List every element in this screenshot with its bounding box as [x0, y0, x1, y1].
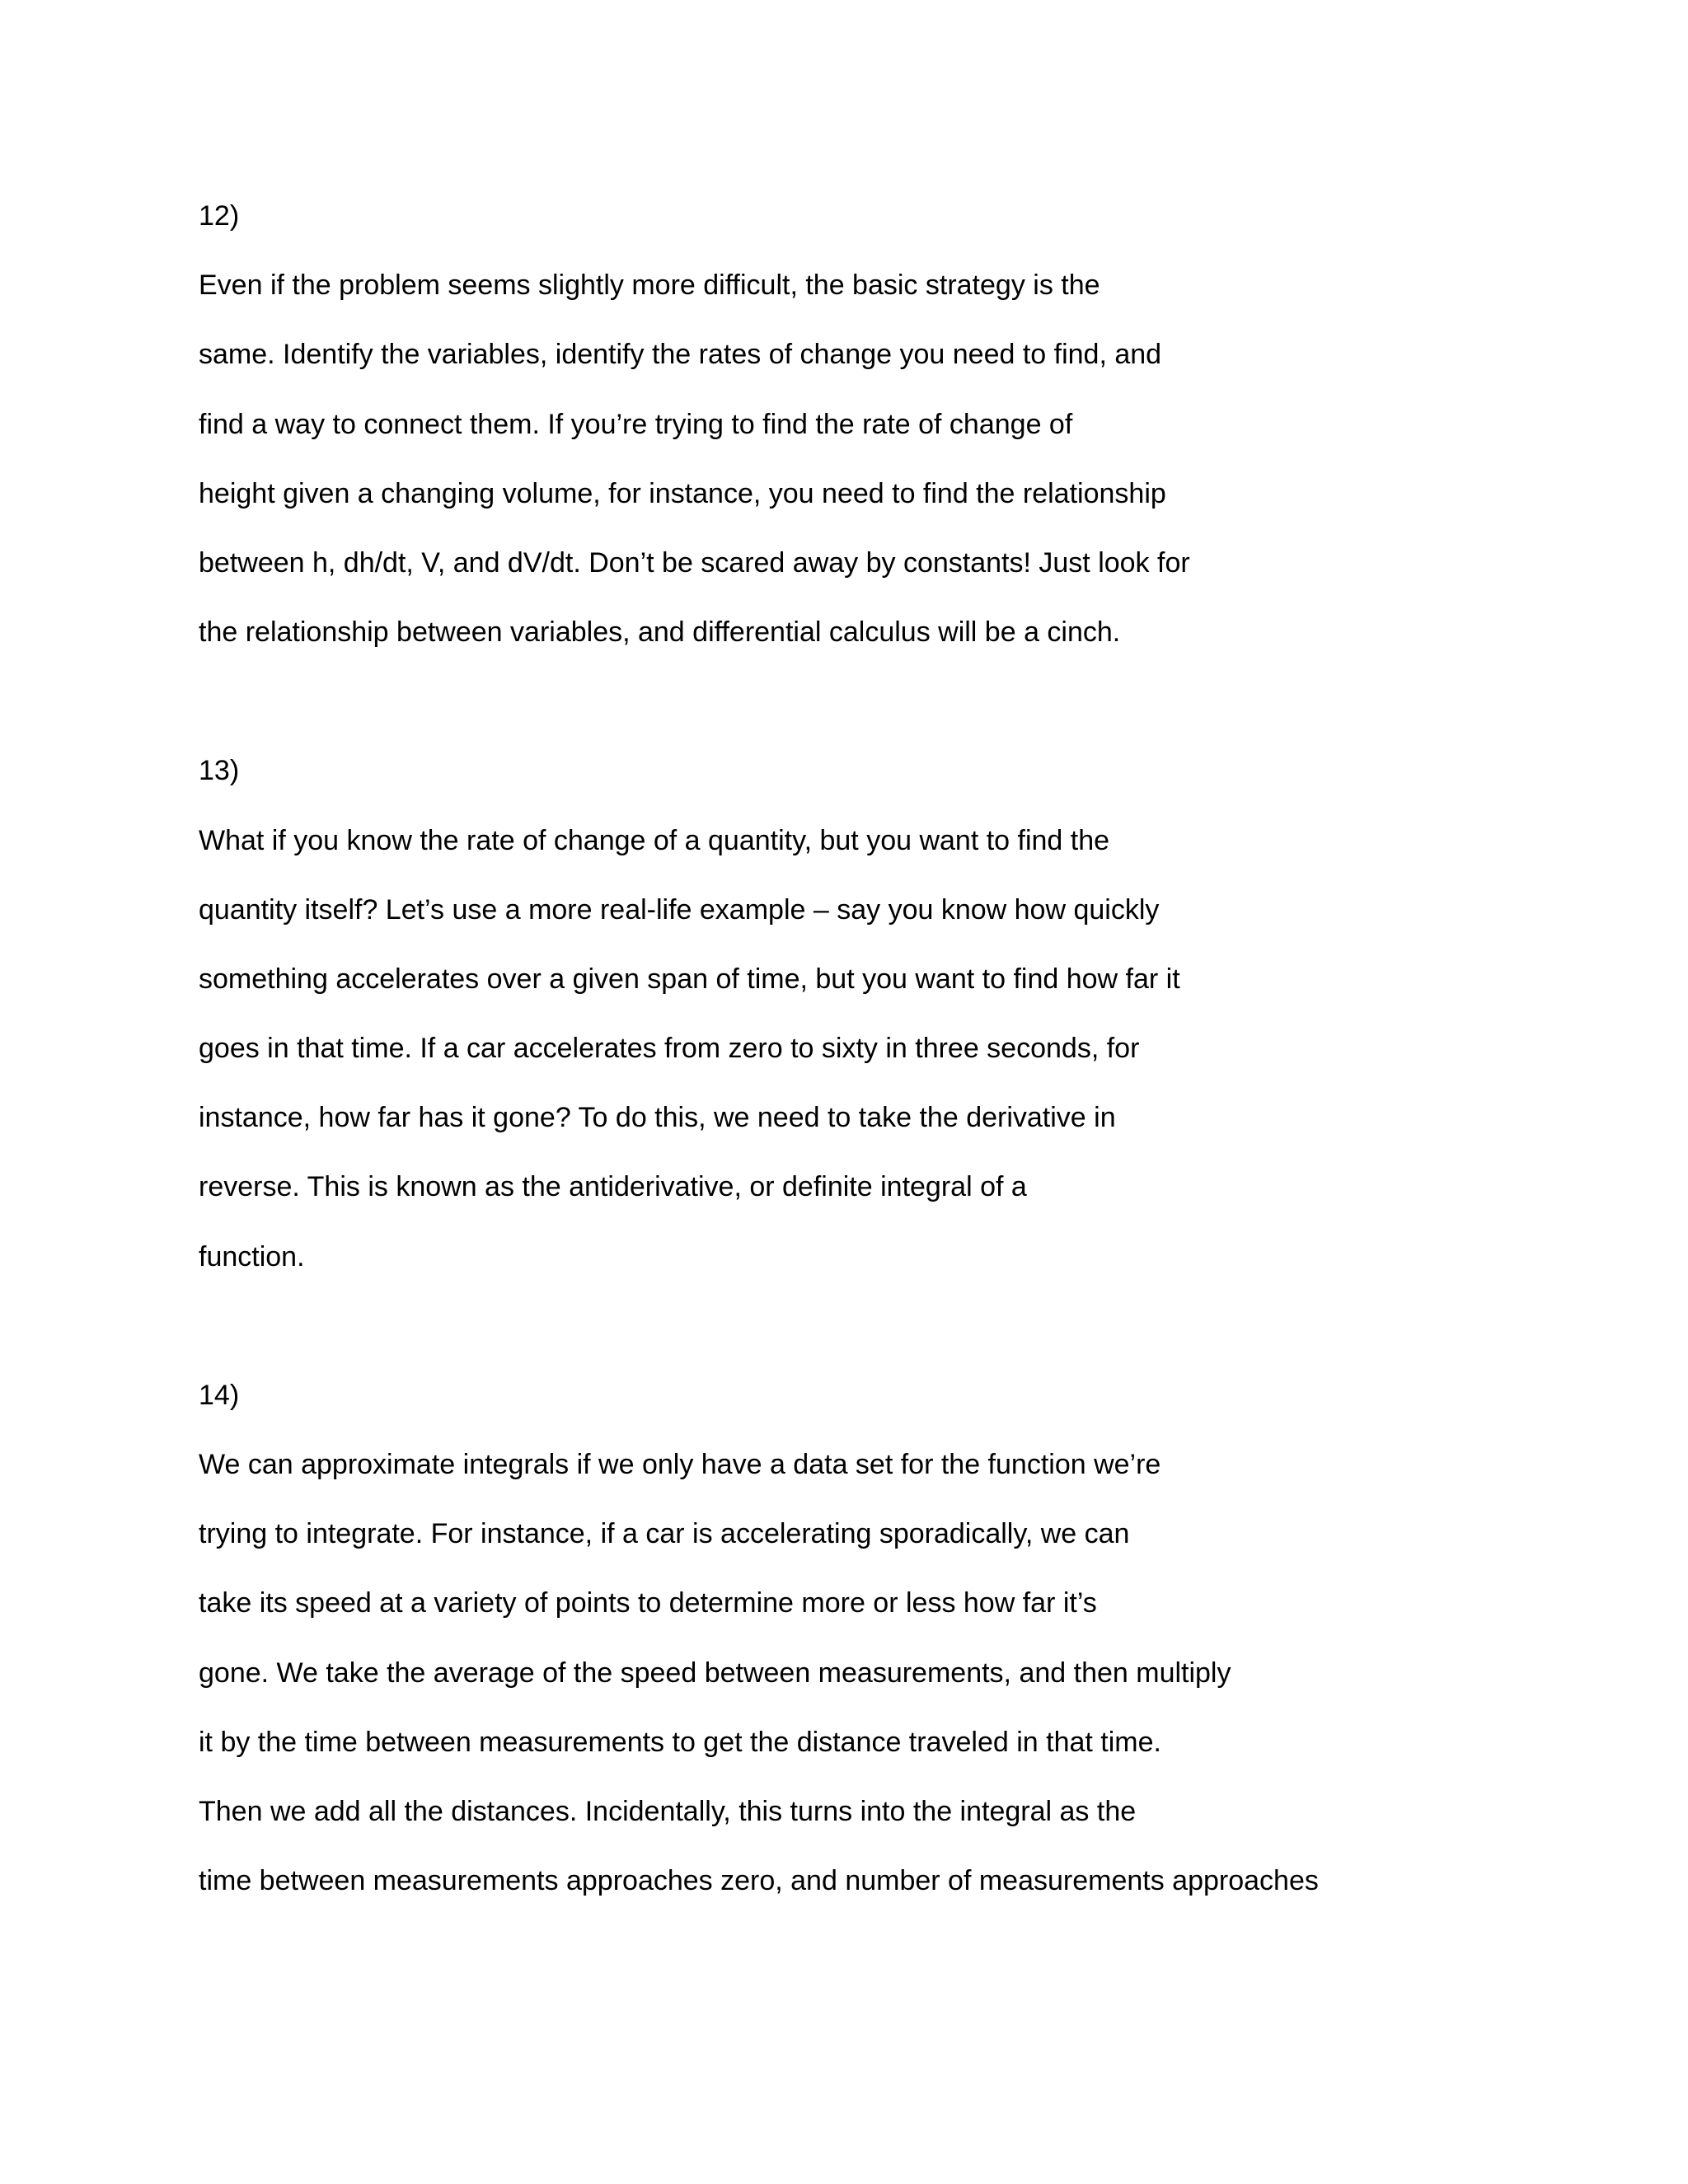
- paragraph-line: reverse. This is known as the antiderivative, or definite integral of a: [199, 1171, 1027, 1203]
- paragraph-line: instance, how far has it gone? To do this, we need to take the derivative in: [199, 1102, 1116, 1134]
- paragraph-line: gone. We take the average of the speed between measurements, and then multiply: [199, 1657, 1231, 1689]
- paragraph-line: take its speed at a variety of points to determine more or less how far it’s: [199, 1587, 1097, 1619]
- paragraph-line: the relationship between variables, and differential calculus will be a cinch.: [199, 616, 1121, 649]
- section-number: 12): [199, 200, 240, 232]
- paragraph-line: between h, dh/dt, V, and dV/dt. Don’t be scared away by constants! Just look for: [199, 546, 1190, 579]
- paragraph-line: same. Identify the variables, identify the rates of change you need to find, and: [199, 339, 1162, 371]
- paragraph-line: goes in that time. If a car accelerates from zero to sixty in three seconds, for: [199, 1033, 1140, 1065]
- section-12: [199, 194, 1600, 680]
- paragraph-line: function.: [199, 1240, 305, 1272]
- paragraph-line: Then we add all the distances. Incidentally, this turns into the integral as the: [199, 1795, 1137, 1827]
- paragraph-line: it by the time between measurements to get the distance traveled in that time.: [199, 1726, 1161, 1758]
- paragraph-line: quantity itself? Let’s use a more real-life example – say you know how quickly: [199, 893, 1160, 926]
- section-14: [199, 1374, 1600, 1929]
- paragraph-line: height given a changing volume, for instance, you need to find the relationship: [199, 477, 1166, 509]
- paragraph-line: What if you know the rate of change of a quantity, but you want to find the: [199, 824, 1110, 856]
- paragraph-line: trying to integrate. For instance, if a car is accelerating sporadically, we can: [199, 1518, 1130, 1550]
- paragraph-line: We can approximate integrals if we only have a data set for the function we’re: [199, 1449, 1161, 1480]
- paragraph-line: Even if the problem seems slightly more difficult, the basic strategy is the: [199, 269, 1100, 302]
- paragraph-line: find a way to connect them. If you’re trying to find the rate of change of: [199, 408, 1073, 440]
- paragraph-line: something accelerates over a given span of time, but you want to find how far it: [199, 963, 1180, 995]
- document-body: [199, 194, 1600, 1929]
- paragraph-line: time between measurements approaches zero, and number of measurements approaches: [199, 1865, 1319, 1897]
- section-number: 14): [199, 1379, 240, 1411]
- section-number: 13): [199, 755, 240, 787]
- section-13: [199, 749, 1600, 1305]
